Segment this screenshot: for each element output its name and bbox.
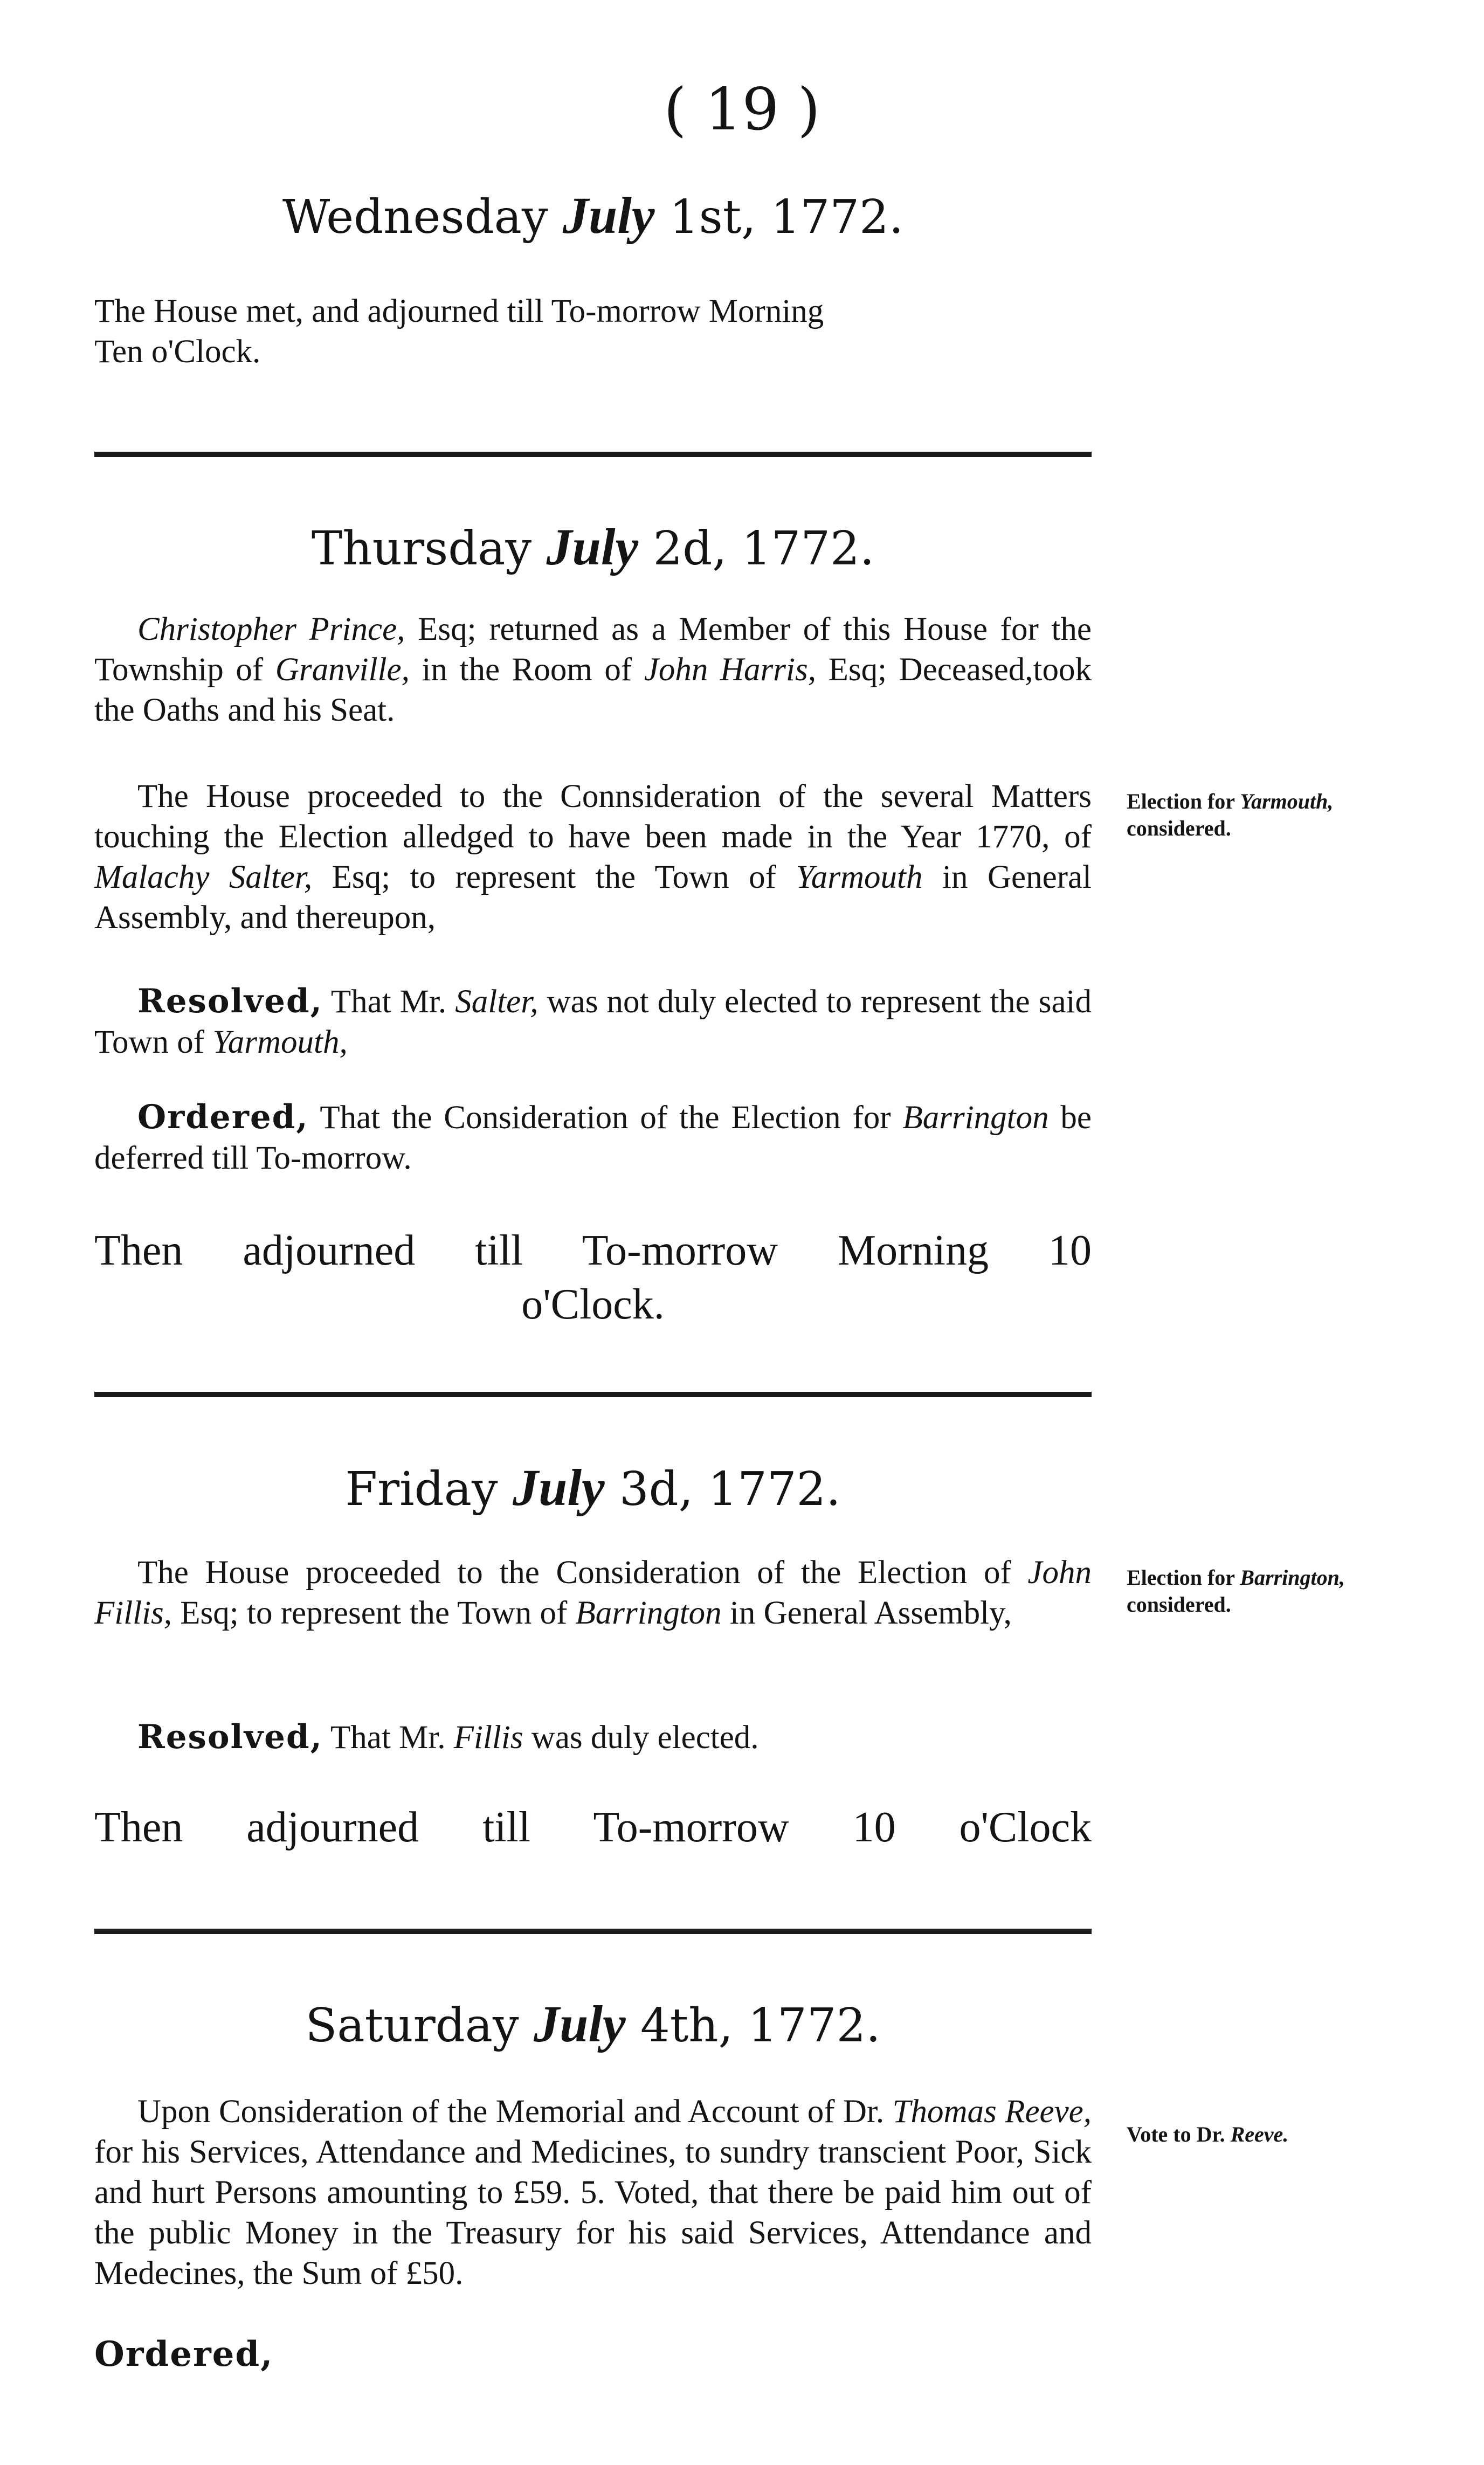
section-divider — [94, 1392, 1092, 1397]
text-run: Esq; to represent the Town of — [312, 859, 796, 895]
saturday-paragraph-1 — [94, 2091, 1092, 2294]
adjourn-line: Then adjourned till To-morrow Morning 10 — [94, 1227, 1092, 1274]
text-run: Upon Consideration of the Memorial and Account of Dr. — [137, 2094, 893, 2130]
catchword-row — [94, 2334, 1092, 2376]
place-name: Yarmouth, — [212, 1024, 348, 1060]
heading-date: 4th, — [640, 1999, 733, 2053]
person-name: Fillis — [453, 1720, 523, 1756]
text-run: be deferred till To-morrow. — [94, 1100, 1092, 1176]
place-name: Barrington — [575, 1595, 722, 1631]
thursday-adjournment — [94, 1224, 1092, 1331]
place-name: Yarmouth, — [1240, 789, 1334, 813]
friday-adjournment — [94, 1800, 1092, 1854]
friday-resolved — [94, 1717, 1092, 1758]
text-run: That Mr. — [322, 1720, 454, 1756]
person-name: Reeve. — [1230, 2122, 1289, 2146]
text-run: The House proceeded to the Connsideration of the several Matters touching the Election alledged to have been made in the Year 1770, of — [94, 778, 1092, 855]
person-name: Salter, — [455, 984, 539, 1020]
heading-year: 1772. — [741, 522, 875, 576]
place-name: Barrington — [902, 1100, 1049, 1136]
wednesday-heading — [94, 186, 1092, 245]
margin-note-barrington — [1127, 1564, 1407, 1618]
adjourn-line: o'Clock. — [521, 1281, 665, 1328]
heading-day: Wednesday — [282, 190, 548, 244]
thursday-resolved — [94, 981, 1092, 1062]
heading-year: 1772. — [708, 1462, 841, 1516]
heading-month: July — [533, 1995, 626, 2053]
heading-year: 1772. — [748, 1999, 881, 2053]
page-number: ( 19 ) — [664, 76, 820, 143]
thursday-heading — [94, 517, 1092, 577]
text-run: for his Services, Attendance and Medicines, to sundry transcient Poor, Sick and hurt Persons amounting to £59. 5. Voted, that there be paid him out of the public Money in the Treasury for his said Services, Attendance and Medecines, the Sum of £50. — [94, 2134, 1092, 2291]
text-run: That the Consideration of the Election for — [308, 1100, 903, 1136]
text-run: Esq; Deceased,took the Oaths and his Seat. — [94, 652, 1092, 728]
ordered-label: Ordered, — [137, 1098, 309, 1136]
person-name: Thomas Reeve, — [892, 2094, 1092, 2130]
text-run: Vote to Dr. — [1127, 2122, 1231, 2146]
text-run: in General Assembly, — [721, 1595, 1012, 1631]
catchword: Ordered, — [94, 2334, 274, 2374]
adjourn-line: Then adjourned till To-morrow 10 o'Clock — [94, 1804, 1092, 1851]
heading-day: Thursday — [311, 522, 532, 576]
text-run: was duly elected. — [523, 1720, 759, 1756]
text-run: in General Assembly, and thereupon, — [94, 859, 1092, 936]
saturday-heading — [94, 1994, 1092, 2054]
paragraph-line: Ten o'Clock. — [94, 334, 261, 370]
heading-month: July — [562, 187, 655, 244]
thursday-paragraph-2 — [94, 776, 1092, 938]
person-name: John Harris, — [644, 652, 816, 688]
text-run: The House proceeded to the Consideration of the Election of — [137, 1555, 1028, 1591]
text-run: Esq; returned as a Member of this House for the Township of — [94, 611, 1092, 688]
margin-note-yarmouth — [1127, 788, 1407, 842]
paragraph-line: The House met, and adjourned till To-morrow Morning — [94, 293, 824, 329]
section-divider — [94, 1929, 1092, 1934]
place-name: Granville, — [275, 652, 410, 688]
text-run: considered. — [1127, 1592, 1231, 1617]
heading-month: July — [512, 1459, 605, 1516]
thursday-paragraph-1 — [94, 609, 1092, 730]
text-run: in the Room of — [409, 652, 644, 688]
wednesday-paragraph — [94, 291, 1092, 372]
margin-note-reeve — [1127, 2121, 1407, 2148]
place-name: Barrington, — [1240, 1565, 1345, 1590]
text-run: was not duly elected to represent the said Town of — [94, 984, 1092, 1060]
heading-day: Saturday — [305, 1999, 519, 2053]
text-run: That Mr. — [322, 984, 455, 1020]
heading-year: 1772. — [770, 190, 904, 244]
friday-heading — [94, 1458, 1092, 1517]
text-run: Election for — [1127, 789, 1240, 813]
person-name: Malachy Salter, — [94, 859, 313, 895]
text-run: considered. — [1127, 816, 1231, 840]
thursday-ordered — [94, 1097, 1092, 1178]
section-divider — [94, 452, 1092, 457]
resolved-label: Resolved, — [137, 982, 323, 1020]
heading-date: 2d, — [653, 522, 727, 576]
heading-date: 3d, — [619, 1462, 694, 1516]
heading-date: 1st, — [669, 190, 756, 244]
heading-day: Friday — [345, 1462, 498, 1516]
resolved-label: Resolved, — [137, 1718, 323, 1756]
heading-month: July — [546, 518, 639, 576]
person-name: Christopher Prince, — [137, 611, 405, 647]
friday-paragraph-1 — [94, 1552, 1092, 1633]
text-run: Election for — [1127, 1565, 1240, 1590]
text-run: Esq; to represent the Town of — [172, 1595, 576, 1631]
person-name: John Fillis, — [94, 1555, 1092, 1631]
place-name: Yarmouth — [796, 859, 923, 895]
